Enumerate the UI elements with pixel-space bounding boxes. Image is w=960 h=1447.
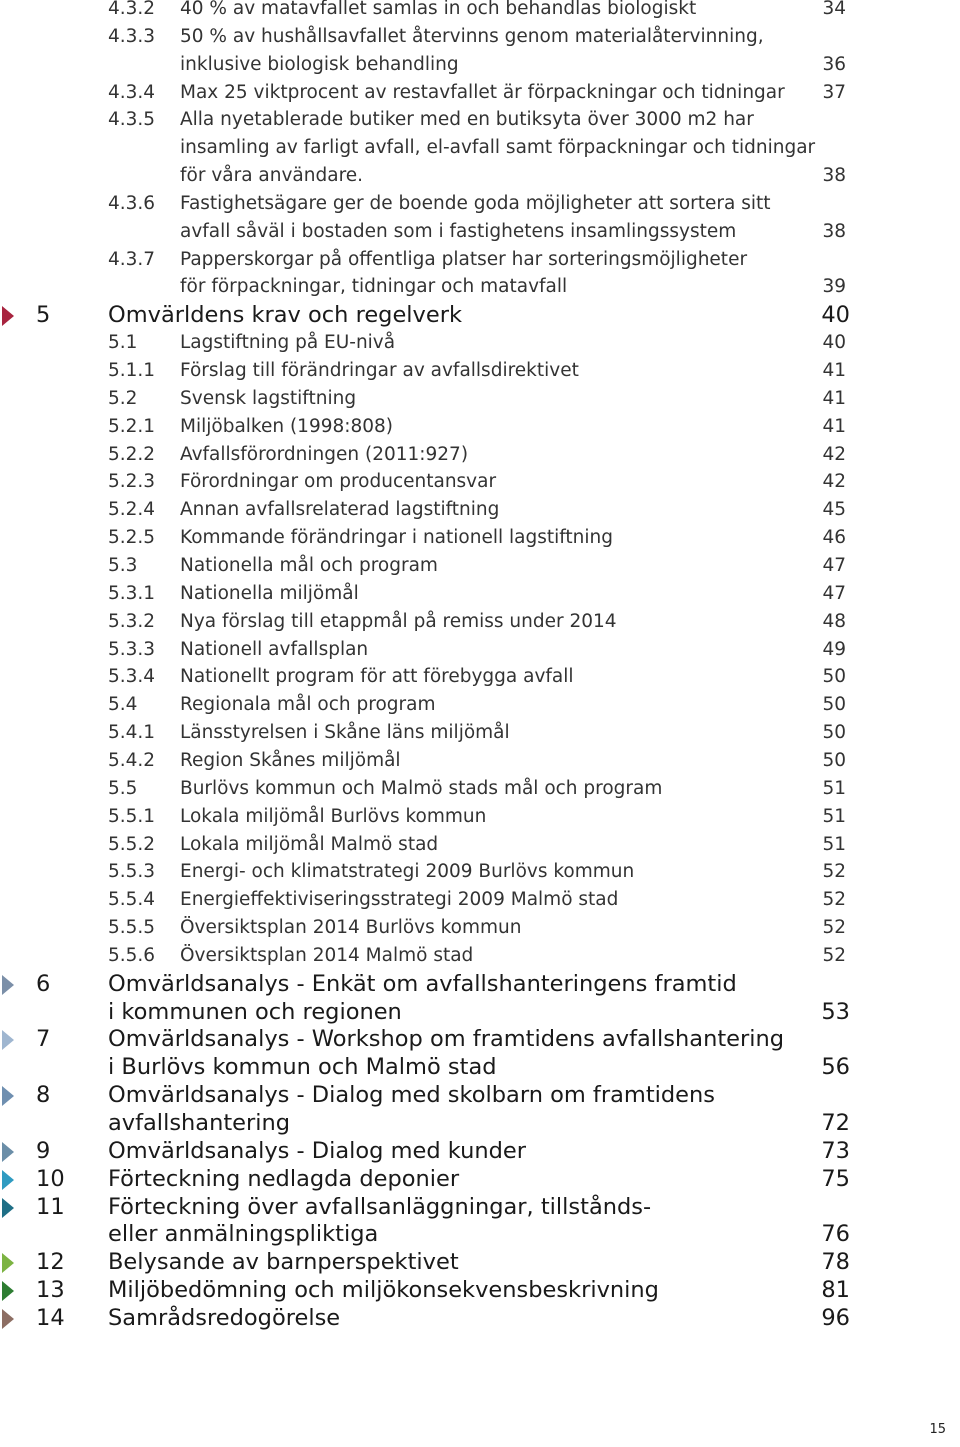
toc-entry-page: 53	[821, 998, 850, 1025]
toc-entry-number: 14	[36, 1304, 65, 1331]
chapter-marker-icon	[2, 1281, 14, 1301]
toc-entry-number: 5.4.2	[108, 749, 156, 771]
toc-entry-title: eller anmälningspliktiga	[108, 1221, 379, 1248]
toc-entry-title: Svensk lagstiftning	[180, 387, 357, 409]
toc-entry-page: 47	[822, 555, 846, 576]
toc-entry-title: insamling av farligt avfall, el-avfall samt förpackningar och tidningar	[180, 137, 816, 159]
chapter-marker-icon	[2, 975, 14, 995]
toc-entry-number: 5.5.5	[108, 917, 156, 939]
toc-entry-number: 4.3.2	[108, 0, 156, 19]
toc-entry-title: Förordningar om producentansvar	[180, 471, 497, 493]
toc-entry-page: 51	[822, 777, 846, 799]
toc-entry-title: Lokala miljömål Malmö stad	[180, 833, 439, 855]
toc-section-entry[interactable]	[0, 691, 960, 719]
toc-entry-page: 46	[822, 527, 846, 549]
toc-entry-title: i kommunen och regionen	[108, 998, 402, 1025]
toc-entry-number: 5.5	[108, 777, 138, 799]
toc-entry-page: 42	[822, 443, 846, 465]
toc-section-entry[interactable]	[0, 413, 960, 441]
toc-entry-title: Regionala mål och program	[180, 694, 436, 716]
toc-entry-page: 73	[821, 1137, 850, 1164]
toc-section-entry[interactable]	[0, 23, 960, 79]
toc-entry-number: 5.3.1	[108, 582, 156, 604]
toc-entry-page: 42	[822, 471, 846, 493]
toc-entry-number: 5.2.4	[108, 499, 156, 521]
toc-chapter-entry[interactable]	[0, 1165, 960, 1193]
toc-entry-number: 5.3.4	[108, 666, 156, 688]
toc-section-entry[interactable]	[0, 775, 960, 803]
toc-section-entry[interactable]	[0, 468, 960, 496]
toc-section-entry[interactable]	[0, 524, 960, 552]
toc-entry-title: Miljöbedömning och miljökonsekvensbeskrivning	[108, 1277, 659, 1304]
toc-section-entry[interactable]	[0, 0, 960, 23]
toc-entry-number: 4.3.3	[108, 25, 156, 47]
toc-entry-number: 5.5.1	[108, 805, 156, 827]
toc-entry-title: avfallshantering	[108, 1109, 291, 1136]
toc-entry-title: 50 % av hushållsavfallet återvinns genom materialåtervinning,	[180, 25, 764, 47]
toc-entry-title: Fastighetsägare ger de boende goda möjligheter att sortera sitt	[180, 192, 771, 214]
toc-entry-page: 41	[822, 387, 846, 409]
toc-entry-number: 5.3	[108, 555, 138, 576]
toc-chapter-entry[interactable]	[0, 1081, 960, 1137]
toc-section-entry[interactable]	[0, 831, 960, 859]
toc-entry-number: 5.5.6	[108, 944, 156, 966]
toc-section-entry[interactable]	[0, 608, 960, 636]
toc-entry-page: 50	[822, 722, 846, 744]
chapter-marker-icon	[2, 1170, 14, 1190]
toc-chapter-entry[interactable]	[0, 1025, 960, 1081]
toc-entry-title: Omvärldsanalys - Dialog med skolbarn om framtidens	[108, 1082, 715, 1109]
toc-entry-number: 5.2	[108, 387, 138, 409]
toc-entry-title: avfall såväl i bostaden som i fastighetens insamlingssystem	[180, 220, 737, 242]
toc-entry-page: 78	[821, 1249, 850, 1276]
toc-entry-number: 8	[36, 1082, 51, 1109]
toc-entry-title: Energi- och klimatstrategi 2009 Burlövs kommun	[180, 861, 635, 883]
toc-entry-number: 5.4	[108, 694, 138, 716]
toc-entry-title: Max 25 viktprocent av restavfallet är förpackningar och tidningar	[180, 81, 785, 103]
toc-entry-page: 56	[821, 1054, 850, 1081]
toc-section-entry[interactable]	[0, 385, 960, 413]
toc-section-entry[interactable]	[0, 190, 960, 246]
toc-entry-title: Nya förslag till etappmål på remiss under 2014	[180, 610, 617, 632]
toc-entry-number: 7	[36, 1026, 51, 1053]
toc-chapter-entry[interactable]	[0, 970, 960, 1026]
toc-entry-page: 75	[821, 1165, 850, 1192]
toc-section-entry[interactable]	[0, 79, 960, 107]
toc-entry-title: Lokala miljömål Burlövs kommun	[180, 805, 487, 827]
chapter-marker-icon	[2, 1030, 14, 1050]
toc-entry-title: Avfallsförordningen (2011:927)	[180, 443, 469, 465]
toc-entry-number: 5.5.3	[108, 861, 156, 883]
toc-entry-title: i Burlövs kommun och Malmö stad	[108, 1054, 497, 1081]
toc-chapter-entry[interactable]	[0, 301, 960, 329]
toc-section-entry[interactable]	[0, 663, 960, 691]
toc-entry-page: 40	[822, 332, 846, 354]
toc-entry-title: Region Skånes miljömål	[180, 749, 401, 771]
toc-entry-title: 40 % av matavfallet samlas in och behandlas biologiskt	[180, 0, 697, 19]
toc-entry-title: Översiktsplan 2014 Malmö stad	[180, 944, 474, 966]
toc-entry-title: för förpackningar, tidningar och matavfall	[180, 276, 568, 298]
toc-entry-title: Länsstyrelsen i Skåne läns miljömål	[180, 722, 510, 744]
toc-section-entry[interactable]	[0, 803, 960, 831]
toc-entry-title: Översiktsplan 2014 Burlövs kommun	[180, 917, 522, 939]
toc-entry-title: Omvärldsanalys - Enkät om avfallshanteringens framtid	[108, 970, 737, 997]
chapter-marker-icon	[2, 1309, 14, 1329]
toc-chapter-entry[interactable]	[0, 1248, 960, 1276]
toc-entry-number: 5.2.1	[108, 415, 156, 437]
toc-section-entry[interactable]	[0, 441, 960, 469]
toc-entry-number: 4.3.4	[108, 81, 156, 103]
toc-section-entry[interactable]	[0, 914, 960, 942]
toc-entry-page: 41	[822, 360, 846, 382]
toc-entry-title: Burlövs kommun och Malmö stads mål och program	[180, 777, 663, 799]
toc-entry-title: Lagstiftning på EU-nivå	[180, 332, 396, 354]
toc-entry-number: 13	[36, 1277, 65, 1304]
toc-entry-page: 34	[822, 0, 846, 19]
toc-entry-number: 5.5.2	[108, 833, 156, 855]
toc-section-entry[interactable]	[0, 636, 960, 664]
toc-entry-title: Omvärldens krav och regelverk	[108, 302, 462, 329]
toc-entry-page: 36	[822, 53, 846, 75]
chapter-marker-icon	[2, 306, 14, 326]
toc-entry-page: 51	[822, 805, 846, 827]
toc-entry-number: 5.2.5	[108, 527, 156, 549]
toc-entry-title: Förteckning över avfallsanläggningar, tillstånds-	[108, 1193, 652, 1220]
toc-entry-page: 49	[822, 638, 846, 660]
toc-section-entry[interactable]	[0, 357, 960, 385]
toc-entry-number: 12	[36, 1249, 65, 1276]
toc-entry-title: Miljöbalken (1998:808)	[180, 415, 394, 437]
toc-section-entry[interactable]	[0, 747, 960, 775]
toc-entry-page: 51	[822, 833, 846, 855]
toc-entry-number: 4.3.5	[108, 109, 156, 131]
toc-entry-title: Belysande av barnperspektivet	[108, 1249, 459, 1276]
toc-entry-number: 11	[36, 1193, 65, 1220]
toc-entry-number: 6	[36, 970, 51, 997]
toc-section-entry[interactable]	[0, 719, 960, 747]
toc-entry-page: 38	[822, 165, 846, 187]
toc-section-entry[interactable]	[0, 496, 960, 524]
toc-entry-title: Nationella mål och program	[180, 555, 438, 576]
page-number: 15	[929, 1422, 946, 1437]
toc-entry-title: Annan avfallsrelaterad lagstiftning	[180, 499, 500, 521]
toc-chapter-entry[interactable]	[0, 1137, 960, 1165]
toc-entry-title: Alla nyetablerade butiker med en butiksyta över 3000 m2 har	[180, 109, 754, 131]
toc-entry-title: Nationella miljömål	[180, 582, 359, 604]
toc-entry-title: Samrådsredogörelse	[108, 1304, 341, 1331]
toc-section-entry[interactable]	[0, 329, 960, 357]
toc-entry-page: 96	[821, 1304, 850, 1331]
toc-entry-number: 5.1.1	[108, 360, 156, 382]
chapter-marker-icon	[2, 1086, 14, 1106]
chapter-marker-icon	[2, 1142, 14, 1162]
toc-entry-page: 37	[822, 81, 846, 103]
toc-section-entry[interactable]	[0, 552, 960, 580]
toc-entry-title: Omvärldsanalys - Workshop om framtidens avfallshantering	[108, 1026, 785, 1053]
toc-entry-title: Förteckning nedlagda deponier	[108, 1165, 460, 1192]
toc-entry-title: Kommande förändringar i nationell lagstiftning	[180, 527, 614, 549]
chapter-marker-icon	[2, 1198, 14, 1218]
toc-entry-number: 9	[36, 1137, 51, 1164]
toc-entry-number: 5.3.2	[108, 610, 156, 632]
toc-entry-number: 4.3.6	[108, 192, 156, 214]
toc-entry-number: 5.2.2	[108, 443, 156, 465]
toc-section-entry[interactable]	[0, 886, 960, 914]
toc-entry-title: Förslag till förändringar av avfallsdirektivet	[180, 360, 579, 382]
toc-entry-number: 5.2.3	[108, 471, 156, 493]
toc-entry-page: 52	[822, 889, 846, 911]
toc-entry-page: 52	[822, 861, 846, 883]
toc-entry-number: 10	[36, 1165, 65, 1192]
toc-entry-number: 5.3.3	[108, 638, 156, 660]
toc-entry-number: 5.4.1	[108, 722, 156, 744]
toc-entry-page: 52	[822, 917, 846, 939]
chapter-marker-icon	[2, 1253, 14, 1273]
toc-entry-title: Energieffektiviseringsstrategi 2009 Malmö stad	[180, 889, 619, 911]
toc-section-entry[interactable]	[0, 246, 960, 302]
toc-entry-page: 40	[821, 302, 850, 329]
toc-entry-number: 5.1	[108, 332, 138, 354]
toc-entry-title: Nationellt program för att förebygga avfall	[180, 666, 574, 688]
toc-entry-title: Nationell avfallsplan	[180, 638, 369, 660]
toc-entry-page: 48	[822, 610, 846, 632]
toc-entry-page: 45	[822, 499, 846, 521]
toc-entry-number: 4.3.7	[108, 248, 156, 270]
toc-chapter-entry[interactable]	[0, 1304, 960, 1332]
toc-entry-page: 72	[821, 1109, 850, 1136]
toc-entry-page: 39	[822, 276, 846, 298]
toc-entry-page: 38	[822, 220, 846, 242]
toc-entry-number: 5	[36, 302, 51, 329]
toc-chapter-entry[interactable]	[0, 1276, 960, 1304]
toc-section-entry[interactable]	[0, 580, 960, 608]
toc-entry-page: 50	[822, 694, 846, 716]
toc-entry-page: 41	[822, 415, 846, 437]
toc-entry-page: 76	[821, 1221, 850, 1248]
toc-entry-page: 81	[821, 1277, 850, 1304]
toc-section-entry[interactable]	[0, 858, 960, 886]
toc-entry-page: 52	[822, 944, 846, 966]
toc-section-entry[interactable]	[0, 942, 960, 970]
toc-entry-number: 5.5.4	[108, 889, 156, 911]
toc-entry-title: för våra användare.	[180, 165, 364, 187]
toc-section-entry[interactable]	[0, 106, 960, 190]
toc-entry-title: inklusive biologisk behandling	[180, 53, 459, 75]
toc-entry-page: 47	[822, 582, 846, 604]
toc-entry-title: Papperskorgar på offentliga platser har sorteringsmöjligheter	[180, 248, 748, 270]
toc-entry-page: 50	[822, 666, 846, 688]
toc-entry-title: Omvärldsanalys - Dialog med kunder	[108, 1137, 527, 1164]
toc-chapter-entry[interactable]	[0, 1193, 960, 1249]
toc-entry-page: 50	[822, 749, 846, 771]
